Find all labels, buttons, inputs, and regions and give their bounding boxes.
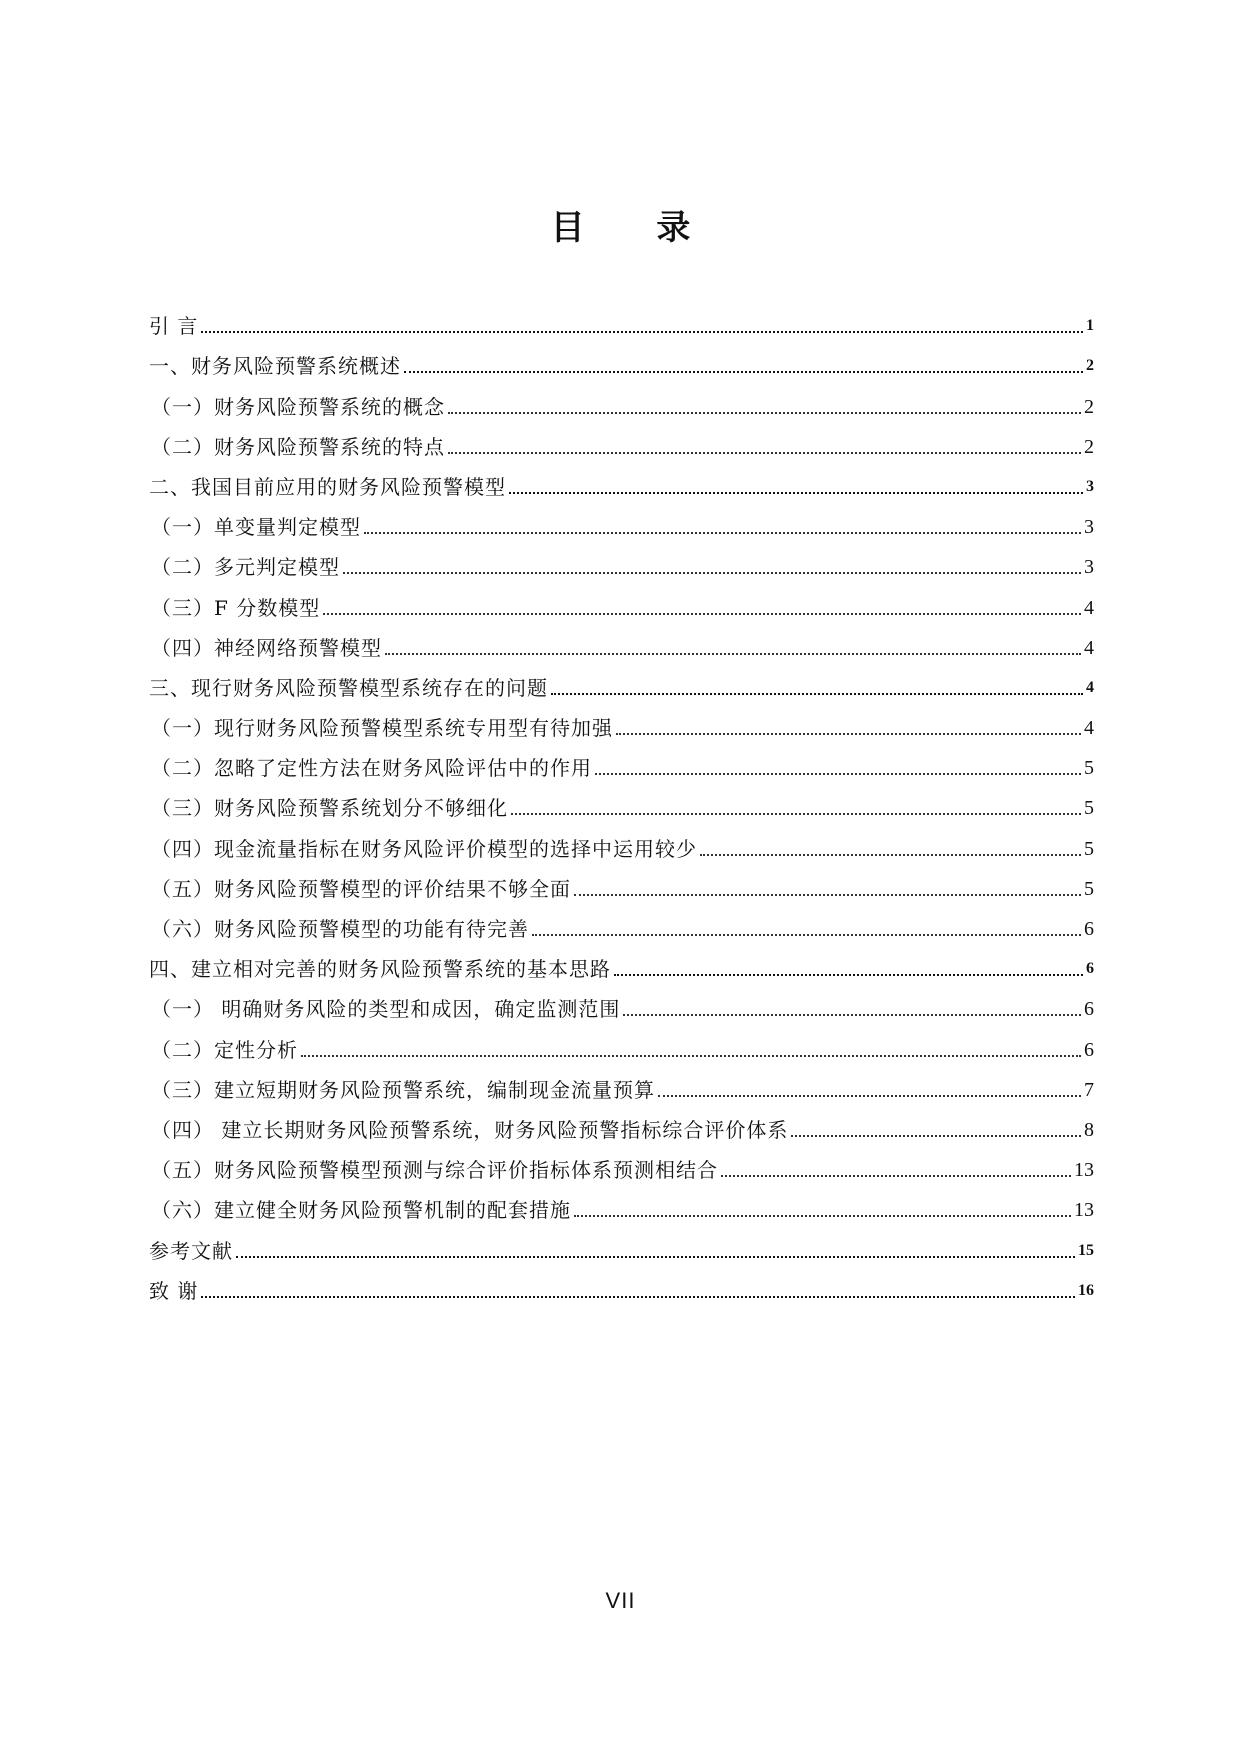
dot-leader xyxy=(201,330,1083,333)
toc-entry-label: （六）财务风险预警模型的功能有待完善 xyxy=(151,917,529,941)
dot-leader xyxy=(236,1255,1075,1258)
toc-entry[interactable] xyxy=(149,861,1094,901)
toc-entry[interactable] xyxy=(149,740,1094,780)
page-title: 目 录 xyxy=(550,208,721,248)
toc-entry-page: 2 xyxy=(1084,395,1094,418)
toc-entry-label: 引 言 xyxy=(149,314,199,339)
toc-entry[interactable] xyxy=(149,378,1094,418)
toc-entry-label: （三）F 分数模型 xyxy=(151,595,321,620)
toc-entry-label: （四） 建立长期财务风险预警系统，财务风险预警指标综合评价体系 xyxy=(151,1117,789,1142)
toc-entry[interactable] xyxy=(149,1142,1094,1182)
toc-entry-page: 5 xyxy=(1084,877,1094,900)
toc-entry-page: 6 xyxy=(1086,960,1094,978)
toc-entry[interactable] xyxy=(149,901,1094,941)
toc-entry[interactable] xyxy=(149,780,1094,820)
toc-entry[interactable] xyxy=(149,700,1094,740)
toc-entry[interactable] xyxy=(149,981,1094,1021)
toc-entry-label: （一）现行财务风险预警模型系统专用型有待加强 xyxy=(151,716,613,741)
dot-leader xyxy=(448,411,1081,414)
toc-entry-label: （二）财务风险预警系统的特点 xyxy=(151,434,445,459)
dot-leader xyxy=(623,1013,1081,1016)
toc-entry-label: （一） 明确财务风险的类型和成因，确定监测范围 xyxy=(151,997,621,1022)
toc-entry[interactable] xyxy=(149,298,1094,338)
toc-entry-label: （五）财务风险预警模型预测与综合评价指标体系预测相结合 xyxy=(151,1158,718,1183)
dot-leader xyxy=(700,853,1081,856)
dot-leader xyxy=(595,772,1081,775)
toc-entry[interactable] xyxy=(149,579,1094,619)
dot-leader xyxy=(616,732,1081,735)
dot-leader xyxy=(301,1054,1081,1057)
toc-entry-page: 3 xyxy=(1084,516,1094,539)
dot-leader xyxy=(658,1094,1081,1097)
toc-entry-label: （四）神经网络预警模型 xyxy=(151,635,382,660)
toc-entry-label: 一、财务风险预警系统概述 xyxy=(149,354,401,379)
dot-leader xyxy=(385,652,1081,655)
toc-entry-page: 4 xyxy=(1084,717,1094,740)
toc-entry[interactable] xyxy=(149,338,1094,378)
dot-leader xyxy=(323,612,1081,615)
toc-entry-label: 三、现行财务风险预警模型系统存在的问题 xyxy=(149,675,548,700)
toc-entry-label: 参考文献 xyxy=(149,1238,233,1263)
toc-entry[interactable] xyxy=(149,941,1094,981)
toc-entry[interactable] xyxy=(149,1021,1094,1061)
toc-entry[interactable] xyxy=(149,539,1094,579)
toc-entry-label: （三）建立短期财务风险预警系统，编制现金流量预算 xyxy=(151,1077,655,1102)
toc-entry[interactable] xyxy=(149,1102,1094,1142)
toc-entry[interactable] xyxy=(149,459,1094,499)
toc-entry-label: （一）单变量判定模型 xyxy=(151,515,361,540)
dot-leader xyxy=(448,451,1081,454)
toc-entry-page: 4 xyxy=(1084,636,1094,659)
toc-entry[interactable] xyxy=(149,1062,1094,1102)
dot-leader xyxy=(791,1134,1081,1137)
toc-entry[interactable] xyxy=(149,419,1094,459)
page-number: VII xyxy=(605,1588,636,1613)
toc-entry-label: （六）建立健全财务风险预警机制的配套措施 xyxy=(151,1198,571,1223)
toc-entry-page: 6 xyxy=(1084,1038,1094,1061)
dot-leader xyxy=(721,1174,1071,1177)
dot-leader xyxy=(551,692,1083,695)
toc-entry-page: 4 xyxy=(1086,678,1094,696)
toc-entry-page: 13 xyxy=(1074,1199,1094,1222)
toc-entry-page: 3 xyxy=(1084,556,1094,579)
toc-entry-page: 13 xyxy=(1074,1159,1094,1182)
toc-entry-page: 2 xyxy=(1086,357,1094,375)
dot-leader xyxy=(532,933,1081,936)
dot-leader xyxy=(574,893,1081,896)
dot-leader xyxy=(343,571,1081,574)
toc-entry[interactable] xyxy=(149,1263,1094,1303)
toc-entry-page: 5 xyxy=(1084,797,1094,820)
dot-leader xyxy=(574,1214,1071,1217)
toc-entry-page: 15 xyxy=(1078,1241,1094,1259)
toc-entry-page: 8 xyxy=(1084,1118,1094,1141)
toc-entry-label: （一）财务风险预警系统的概念 xyxy=(151,394,445,419)
toc-entry-label: （二）多元判定模型 xyxy=(151,555,340,580)
dot-leader xyxy=(201,1295,1075,1298)
toc-entry-label: 四、建立相对完善的财务风险预警系统的基本思路 xyxy=(149,957,611,982)
dot-leader xyxy=(614,973,1083,976)
toc-entry[interactable] xyxy=(149,1222,1094,1262)
toc-entry-page: 6 xyxy=(1084,918,1094,940)
toc-entry[interactable] xyxy=(149,820,1094,860)
dot-leader xyxy=(364,531,1081,534)
toc-entry-page: 4 xyxy=(1084,596,1094,619)
toc-entry-label: （四）现金流量指标在财务风险评价模型的选择中运用较少 xyxy=(151,836,697,861)
toc-entry-page: 5 xyxy=(1084,837,1094,860)
dot-leader xyxy=(511,812,1081,815)
toc-entry-page: 16 xyxy=(1078,1281,1094,1299)
toc-entry-page: 2 xyxy=(1084,435,1094,458)
toc-entry-label: （三）财务风险预警系统划分不够细化 xyxy=(151,796,508,821)
toc-entry[interactable] xyxy=(149,620,1094,660)
toc-entry-page: 1 xyxy=(1086,317,1094,335)
toc-entry-label: （二）定性分析 xyxy=(151,1037,298,1062)
toc-entry-label: （五）财务风险预警模型的评价结果不够全面 xyxy=(151,876,571,901)
toc-entry[interactable] xyxy=(149,499,1094,539)
toc-entry-page: 3 xyxy=(1086,477,1094,495)
toc-entry-page: 6 xyxy=(1084,998,1094,1021)
toc-entry[interactable] xyxy=(149,660,1094,700)
toc-entry-label: 致 谢 xyxy=(149,1278,199,1303)
dot-leader xyxy=(509,491,1083,494)
dot-leader xyxy=(404,370,1083,373)
table-of-contents xyxy=(149,298,1094,1303)
toc-entry-label: （二）忽略了定性方法在财务风险评估中的作用 xyxy=(151,756,592,781)
toc-entry-page: 7 xyxy=(1084,1078,1094,1101)
toc-entry-label: 二、我国目前应用的财务风险预警模型 xyxy=(149,474,506,499)
toc-entry[interactable] xyxy=(149,1182,1094,1222)
toc-entry-page: 5 xyxy=(1084,757,1094,780)
